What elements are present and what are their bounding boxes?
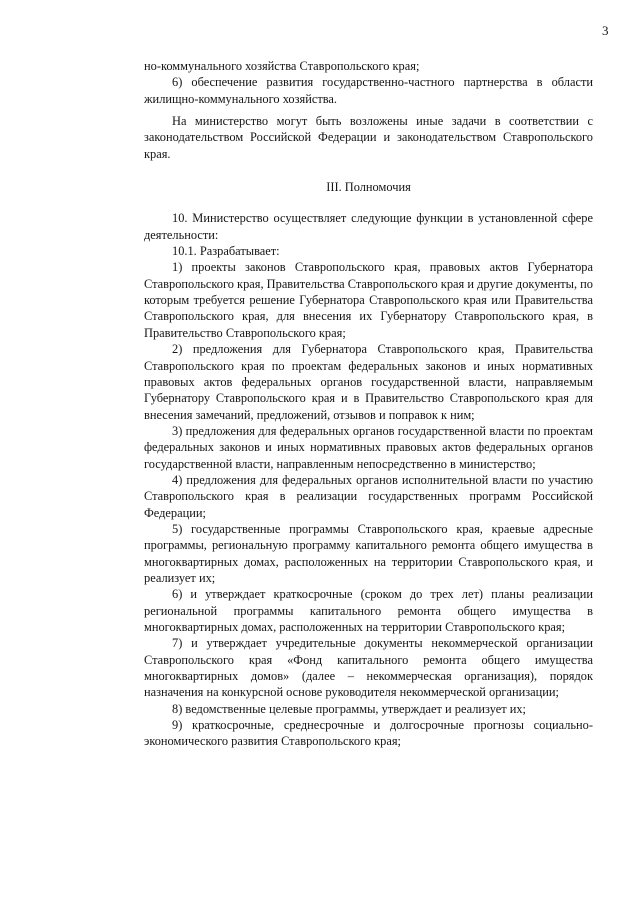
list-item: 8) ведомственные целевые программы, утверждает и реализует их; <box>172 701 527 716</box>
paragraph: 10. Министерство осуществляет следующие функции в установленной сфере деятельности: <box>144 211 593 242</box>
list-item: 5) государственные программы Ставропольского края, краевые адресные программы, региональную программу капитального ремонта общего имущества в многоквартирных домах, расположенных на территории Ставропольского края, и реализует их; <box>144 521 593 585</box>
paragraph: 10.1. Разрабатывает: <box>172 244 280 259</box>
paragraph: На министерство могут быть возложены иные задачи в соответствии с законодательством Российской Федерации и законодательством Ставропольского края. <box>144 114 593 161</box>
page-number: 3 <box>602 23 609 38</box>
section-heading: III. Полномочия <box>326 180 411 195</box>
document-body <box>144 58 593 750</box>
list-item: 3) предложения для федеральных органов государственной власти по проектам федеральных законов и иных нормативных правовых актов федеральных органов государственной власти, направленным непосредственно в министерство; <box>144 423 593 471</box>
list-item: 4) предложения для федеральных органов исполнительной власти по участию Ставропольского края в реализации государственных программ Российской Федерации; <box>144 472 593 520</box>
list-item: 7) и утверждает учредительные документы некоммерческой организации Ставропольского края «Фонд капитального ремонта общего имущества многоквартирных домов» (далее – некоммерческая организация), порядок назначения на конкурсной основе руководителя некоммерческой организации; <box>144 636 593 700</box>
paragraph: но-коммунального хозяйства Ставропольского края; <box>144 59 420 73</box>
list-item: 1) проекты законов Ставропольского края, правовых актов Губернатора Ставропольского края, Правительства Ставропольского края и другие документы, по которым требуется решение Губернатора Ставропольского края или Правительства Ставропольского края, для внесения их Губернатору Ставропольского края, в Правительство Ставропольского края; <box>144 260 593 340</box>
paragraph: 6) обеспечение развития государственно-частного партнерства в области жилищно-коммунального хозяйства. <box>144 75 593 106</box>
list-item: 2) предложения для Губернатора Ставропольского края, Правительства Ставропольского края по проектам федеральных законов и иных нормативных правовых актов федеральных органов государственной власти, направляемым Губернатору Ставропольского края и в Правительство Ставропольского края для внесения замечаний, предложений, отзывов и поправок к ним; <box>144 342 593 422</box>
list-item: 9) краткосрочные, среднесрочные и долгосрочные прогнозы социально-экономического развития Ставропольского края; <box>144 718 593 749</box>
list-item: 6) и утверждает краткосрочные (сроком до трех лет) планы реализации региональной программы капитального ремонта общего имущества в многоквартирных домах, расположенных на территории Ставропольского края; <box>144 587 593 634</box>
